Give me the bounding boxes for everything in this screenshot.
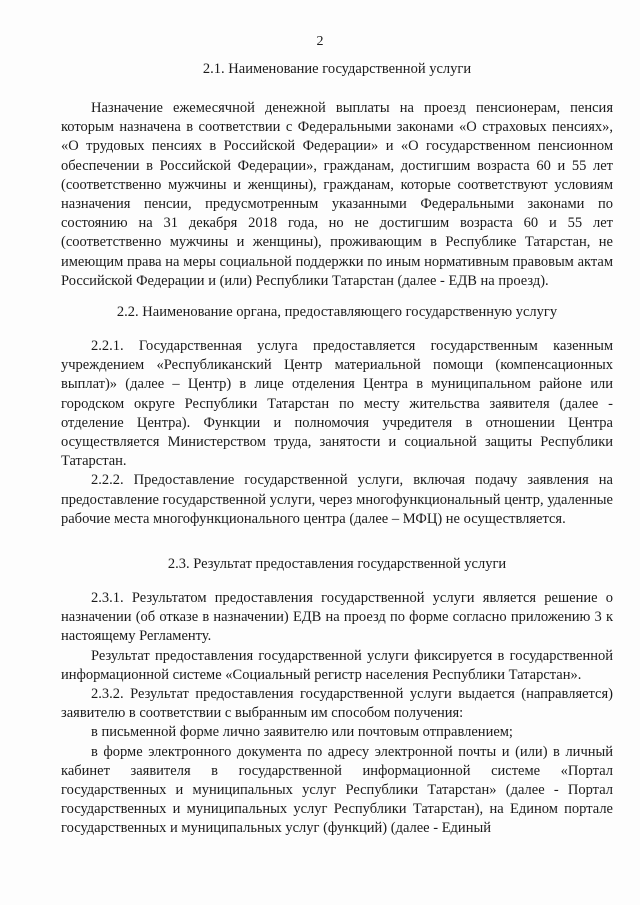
section-heading: 2.2. Наименование органа, предоставляющего государственную услугу [116, 304, 558, 320]
paragraph: 2.2.2. Предоставление государственной услуги, включая подачу заявления на предоставление государственной услуги, через многофункциональный центр, удаленные рабочие места многофункционального центра (далее – МФЦ) не осуществляется. [61, 472, 613, 527]
section-2-1 [61, 60, 613, 79]
paragraph: в форме электронного документа по адресу электронной почты и (или) в личный кабинет заявителя в государственной информационной системе «Портал государственных и муниципальных услуг Республики Татарстан» (далее - Портал государственных и муниципальных услуг Республики Татарстан), на Едином портале государственных и муниципальных услуг (функций) (далее - Единый [61, 743, 613, 837]
paragraph: 2.3.2. Результат предоставления государственной услуги выдается (направляется) заявителю в соответствии с выбранным им способом получения: [61, 686, 613, 722]
section-heading: 2.1. Наименование государственной услуги [202, 61, 472, 77]
paragraph: 2.2.1. Государственная услуга предоставляется государственным казенным учреждением «Республиканский Центр материальной помощи (компенсационных выплат)» (далее – Центр) в лице отделения Центра в муниципальном районе или городском округе Республики Татарстан по месту жительства заявителя (далее - отделение Центра). Функции и полномочия учредителя в отношении Центра осуществляется Министерством труда, занятости и социальной защиты Республики Татарстан. [61, 338, 613, 470]
section-2-3 [61, 555, 613, 574]
section-2-2-body [61, 337, 613, 529]
section-heading: 2.3. Результат предоставления государственной услуги [167, 556, 507, 572]
paragraph: Назначение ежемесячной денежной выплаты на проезд пенсионерам, пенсия которым назначена в соответствии с Федеральными законами «О страховых пенсиях», «О трудовых пенсиях в Российской Федерации» и «О государственном пенсионном обеспечении в Российской Федерации», гражданам, достигшим возраста 60 и 55 лет (соответственно мужчины и женщины), гражданам, которые соответствуют условиям назначения пенсии, предусмотренным указанными Федеральными законами по состоянию на 31 декабря 2018 года, но не достигшим возраста 60 и 55 лет (соответственно мужчины и женщины), проживающим в Республике Татарстан, не имеющим права на меры социальной поддержки по иным нормативным правовым актам Российской Федерации и (или) Республики Татарстан (далее - ЕДВ на проезд). [61, 100, 613, 289]
section-2-3-body [61, 589, 613, 839]
paragraph: Результат предоставления государственной услуги фиксируется в государственной информационной системе «Социальный регистр населения Республики Татарстан». [61, 647, 613, 683]
section-2-2 [61, 303, 613, 322]
section-2-1-body [61, 99, 613, 291]
paragraph: 2.3.1. Результатом предоставления государственной услуги является решение о назначении (об отказе в назначении) ЕДВ на проезд по форме согласно приложению 3 к настоящему Регламенту. [61, 590, 613, 645]
page-number: 2 [316, 34, 324, 49]
paragraph: в письменной форме лично заявителю или почтовым отправлением; [91, 724, 513, 741]
